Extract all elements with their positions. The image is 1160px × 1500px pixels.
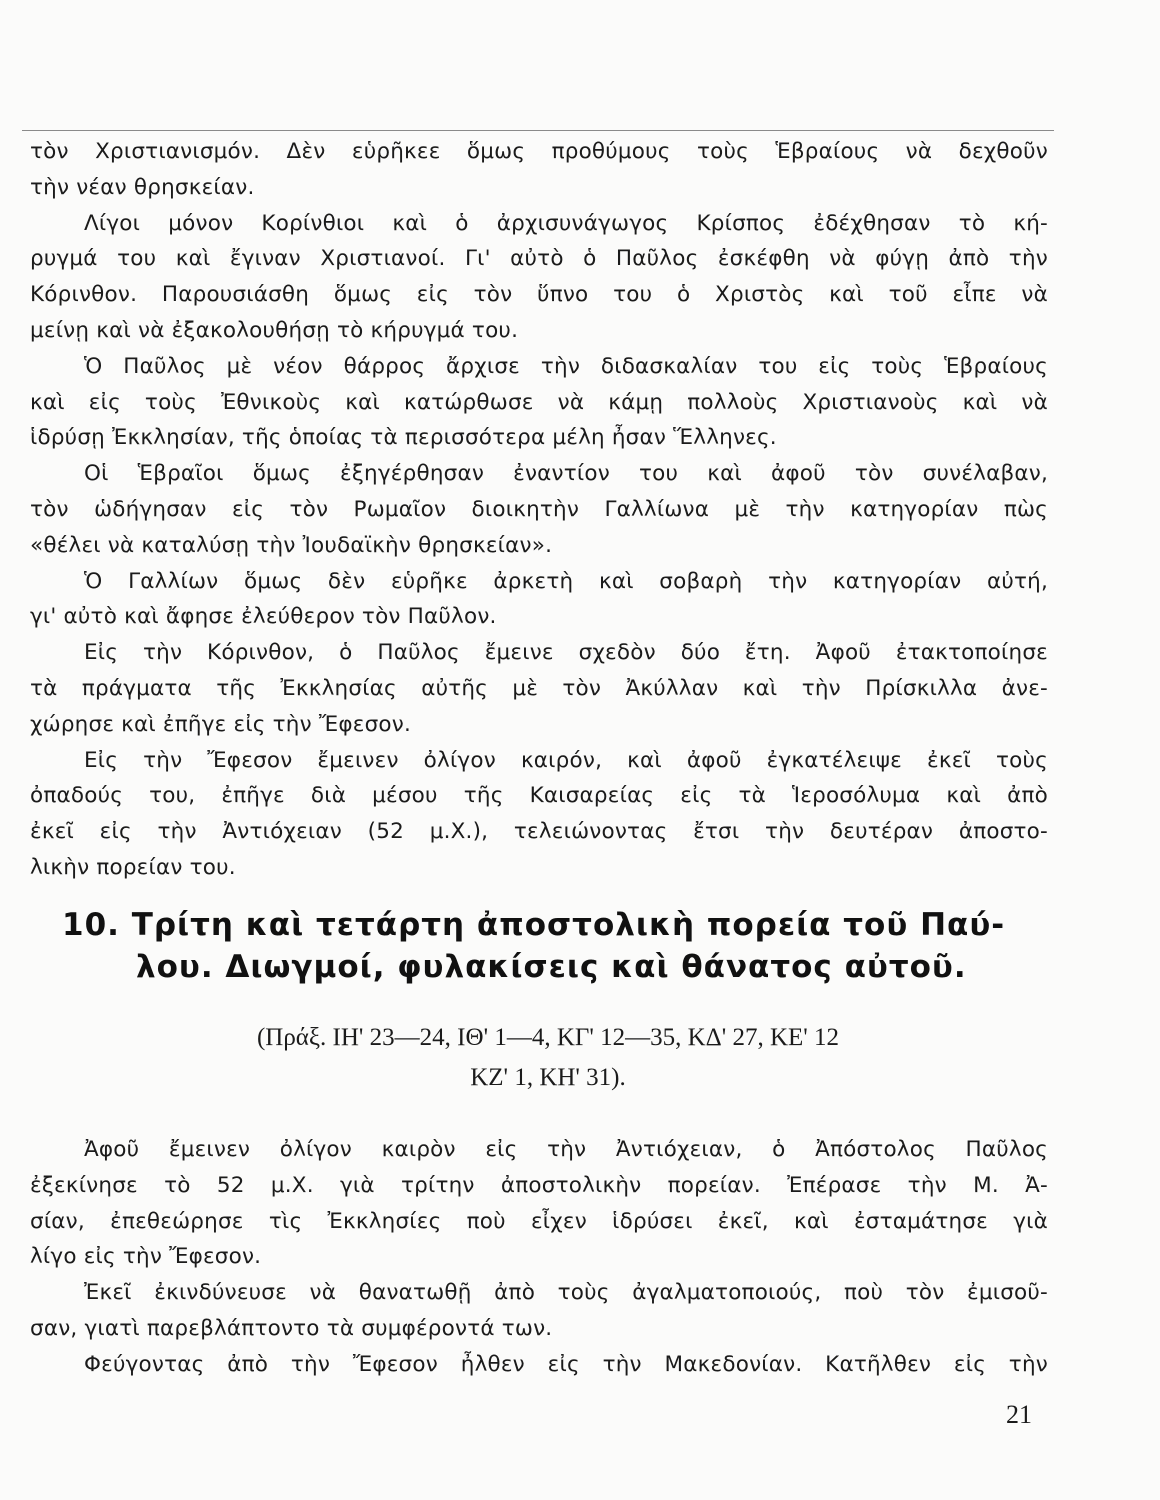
body-text-section-b [30,1132,1048,1383]
text-line: ὀπαδούς του, ἐπῆγε διὰ μέσου τῆς Καισαρείας εἰς τὰ Ἱεροσόλυμα καὶ ἀπὸ [30,783,1048,809]
page-number: 21 [1006,1400,1032,1429]
references-line-2: ΚΖ' 1, ΚΗ' 31). [470,1064,626,1091]
text-line: ἱδρύσῃ Ἐκκλησίαν, τῆς ὁποίας τὰ περισσότερα μέλη ἦσαν Ἕλληνες. [30,425,777,451]
references-line-1: (Πράξ. ΙΗ' 23—24, ΙΘ' 1—4, ΚΓ' 12—35, ΚΔ' 27, ΚΕ' 12 [256,1024,840,1051]
text-line: Εἰς τὴν Ἔφεσον ἔμεινεν ὀλίγον καιρόν, καὶ ἀφοῦ ἐγκατέλειψε ἐκεῖ τοὺς [84,747,1048,773]
text-line: Ἐκεῖ ἐκινδύνευσε νὰ θανατωθῇ ἀπὸ τοὺς ἀγαλματοποιούς, ποὺ τὸν ἐμισοῦ- [84,1280,1048,1306]
scripture-references [138,1018,958,1098]
text-line: λικὴν πορείαν του. [30,854,236,880]
text-line: «θέλει νὰ καταλύσῃ τὴν Ἰουδαϊκὴν θρησκείαν». [30,532,553,558]
text-line: Κόρινθον. Παρουσιάσθη ὅμως εἰς τὸν ὕπνο του ὁ Χριστὸς καὶ τοῦ εἶπε νὰ [30,282,1048,308]
text-line: ρυγμά του καὶ ἔγιναν Χριστιανοί. Γι' αὐτὸ ὁ Παῦλος ἐσκέφθη νὰ φύγῃ ἀπὸ τὴν [30,246,1048,272]
text-line: τὸν Χριστιανισμόν. Δὲν εὑρῆκεε ὅμως προθύμους τοὺς Ἑβραίους νὰ δεχθοῦν [30,139,1048,164]
text-line: καὶ εἰς τοὺς Ἐθνικοὺς καὶ κατώρθωσε νὰ κάμῃ πολλοὺς Χριστιανοὺς καὶ νὰ [30,389,1048,415]
text-line: τὴν νέαν θρησκείαν. [30,174,255,200]
heading-line-2: λου. Διωγμοί, φυλακίσεις καὶ θάνατος αὐτοῦ. [136,949,967,985]
text-line: χώρησε καὶ ἐπῆγε εἰς τὴν Ἔφεσον. [30,711,412,737]
text-line: Λίγοι μόνον Κορίνθιοι καὶ ὁ ἀρχισυνάγωγος Κρίσπος ἐδέχθησαν τὸ κή- [84,210,1048,236]
body-text-section-a [30,134,1048,886]
text-line: τὰ πράγματα τῆς Ἐκκλησίας αὐτῆς μὲ τὸν Ἀκύλλαν καὶ τὴν Πρίσκιλλα ἀνε- [30,675,1048,701]
heading-line-1: 10. Τρίτη καὶ τετάρτη ἀποστολικὴ πορεία τοῦ Παύ- [62,907,1006,943]
text-line: σίαν, ἐπεθεώρησε τὶς Ἐκκλησίες ποὺ εἶχεν ἱδρύσει ἐκεῖ, καὶ ἐσταμάτησε γιὰ [30,1208,1048,1234]
text-line: ἐκεῖ εἰς τὴν Ἀντιόχειαν (52 μ.Χ.), τελειώνοντας ἔτσι τὴν δευτέραν ἀποστο- [30,819,1048,845]
text-line: ἐξεκίνησε τὸ 52 μ.Χ. γιὰ τρίτην ἀποστολικὴν πορείαν. Ἐπέρασε τὴν Μ. Ἀ- [30,1172,1048,1198]
text-line: σαν, γιατὶ παρεβλάπτοντο τὰ συμφέροντά των. [30,1315,553,1341]
text-line: μείνῃ καὶ νὰ ἐξακολουθήσῃ τὸ κήρυγμά του. [30,317,519,343]
text-line: Εἰς τὴν Κόρινθον, ὁ Παῦλος ἔμεινε σχεδὸν δύο ἔτη. Ἀφοῦ ἐτακτοποίησε [84,640,1048,666]
text-line: Ὁ Παῦλος μὲ νέον θάρρος ἄρχισε τὴν διδασκαλίαν του εἰς τοὺς Ἑβραίους [84,353,1048,379]
section-heading [62,904,1042,988]
text-line: τὸν ὡδήγησαν εἰς τὸν Ρωμαῖον διοικητὴν Γαλλίωνα μὲ τὴν κατηγορίαν πὼς [30,496,1048,522]
text-line: Ὁ Γαλλίων ὅμως δὲν εὑρῆκε ἀρκετὴ καὶ σοβαρὴ τὴν κατηγορίαν αὐτή, [84,568,1048,594]
top-rule [22,130,1054,131]
text-line: Φεύγοντας ἀπὸ τὴν Ἔφεσον ἦλθεν εἰς τὴν Μακεδονίαν. Κατῆλθεν εἰς τὴν [84,1351,1048,1377]
text-line: γι' αὐτὸ καὶ ἄφησε ἐλεύθερον τὸν Παῦλον. [30,604,497,630]
text-line: λίγο εἰς τὴν Ἔφεσον. [30,1244,262,1270]
text-line: Ἀφοῦ ἔμεινεν ὀλίγον καιρὸν εἰς τὴν Ἀντιόχειαν, ὁ Ἀπόστολος Παῦλος [84,1137,1048,1162]
text-line: Οἱ Ἑβραῖοι ὅμως ἐξηγέρθησαν ἐναντίον του καὶ ἀφοῦ τὸν συνέλαβαν, [84,461,1048,487]
